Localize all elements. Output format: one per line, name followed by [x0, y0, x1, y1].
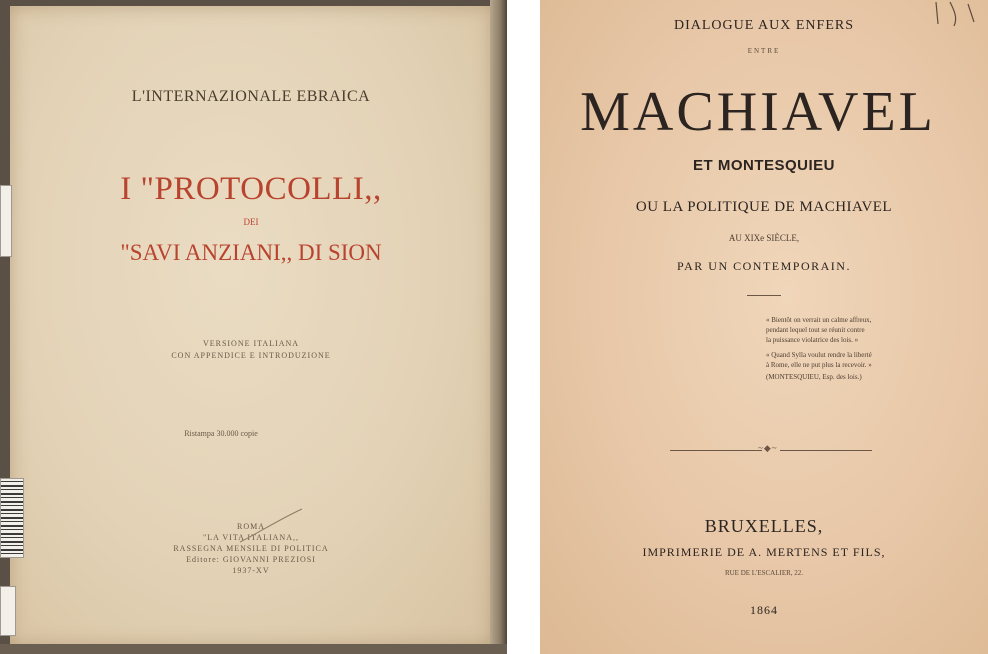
left-main-title-line2: "SAVI ANZIANI,, DI SION: [120, 240, 382, 265]
epigraph-line: pendant lequel tout se réunit contre: [766, 326, 865, 334]
left-publisher-editor: Editore: GIOVANNI PREZIOSI: [186, 555, 316, 564]
left-book-bottom-edge: [0, 644, 507, 654]
left-title-connector: DEI: [243, 217, 259, 227]
short-rule-divider: [747, 295, 781, 296]
pen-stroke-mark: [230, 507, 310, 547]
left-description-line2: CON APPENDICE E INTRODUZIONE: [171, 351, 331, 360]
epigraph-line: à Rome, elle ne put plus la recevoir. »: [766, 361, 872, 369]
library-label-sticker: [0, 586, 16, 636]
right-publisher-city: BRUXELLES,: [704, 516, 824, 536]
right-printer: IMPRIMERIE DE A. MERTENS ET FILS,: [642, 545, 886, 559]
epigraph-attribution: (MONTESQUIEU, Esp. des lois.): [766, 373, 862, 381]
right-book-photo: [540, 0, 988, 654]
right-publication-year: 1864: [750, 603, 778, 617]
ornament-rule-right: [780, 450, 872, 451]
right-main-title: MACHIAVEL: [580, 81, 936, 143]
handwritten-mark: [930, 0, 988, 30]
epigraph-line: la puissance violatrice des lois. »: [766, 336, 859, 344]
right-title-line1: OU LA POLITIQUE DE MACHIAVEL: [635, 199, 893, 215]
right-header: DIALOGUE AUX ENFERS: [674, 18, 854, 33]
right-printer-address: RUE DE L'ESCALIER, 22.: [724, 569, 804, 577]
left-publisher-desc: RASSEGNA MENSILE DI POLITICA: [173, 544, 329, 553]
epigraph-line: « Quand Sylla voulut rendre la liberté: [766, 351, 872, 359]
ornament-rule-left: [670, 450, 762, 451]
left-copies-note: Ristampa 30.000 copie: [184, 429, 258, 438]
right-connector: ENTRE: [747, 47, 781, 55]
left-publisher-name: "LA VITA ITALIANA,,: [203, 533, 299, 542]
right-author-line: PAR UN CONTEMPORAIN.: [677, 259, 851, 273]
right-title-line2: AU XIXe SIÈCLE,: [728, 233, 800, 243]
left-publisher-city: ROMA: [236, 522, 265, 531]
right-subtitle: ET MONTESQUIEU: [692, 157, 835, 174]
left-description: VERSIONE ITALIANA: [202, 339, 300, 348]
left-main-title: I "PROTOCOLLI,,: [120, 171, 382, 207]
left-publisher-year: 1937-XV: [232, 566, 270, 575]
left-series-title: L'INTERNAZIONALE EBRAICA: [131, 88, 371, 105]
epigraph-line: « Bientôt on verrait un calme affreux,: [766, 316, 872, 324]
ornament-divider-icon: ~◆~: [758, 443, 778, 453]
left-book-edge: [490, 0, 507, 654]
